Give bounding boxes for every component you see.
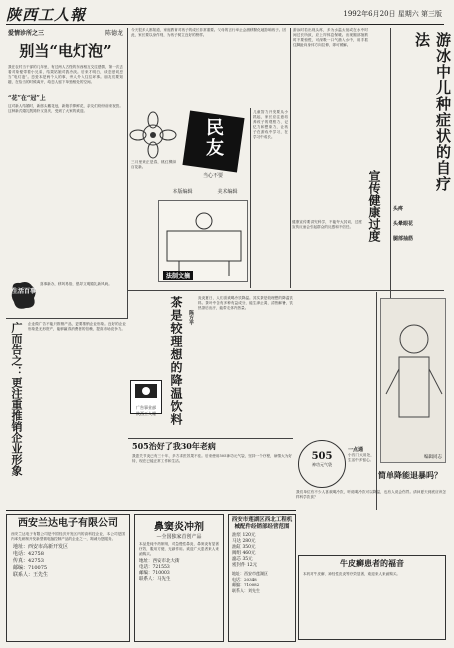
- pharmacy-title: 505治好了我30年老病: [132, 441, 216, 451]
- lanta-ad: [6, 514, 130, 642]
- good-news-title: 牛皮癣患者的福音: [340, 558, 404, 568]
- price-value: 460: [242, 551, 252, 556]
- diet-title: 简单降能退暴吗？: [378, 470, 442, 480]
- lanta-post: 710075: [28, 565, 48, 571]
- life-blob-icon: [10, 280, 38, 312]
- lanta-contact-row: [7, 572, 129, 579]
- credit-editor: 本版编辑: [172, 189, 193, 195]
- wedding-body: 这对新人结婚时，新郎头戴花冠，新娘手捧鲜花，亲友们纷纷前来祝贺。这种新式婚礼既简朴又喜庆，受到了大家的欢迎。: [8, 104, 123, 113]
- subhead-headache: 头疼: [393, 206, 404, 212]
- rhinitis-ad: [134, 514, 224, 642]
- sales-phone-label: 电话：: [232, 576, 244, 582]
- price-value: 350: [242, 545, 252, 550]
- ad-dept-logo: [130, 380, 162, 414]
- lanta-address-row: [7, 544, 129, 551]
- price-value: 120: [242, 533, 252, 538]
- min-you-title: 民友: [203, 118, 224, 158]
- diet-illustration: [380, 298, 446, 463]
- lead-article: [8, 28, 123, 228]
- credit-art: 美术编辑: [217, 189, 238, 195]
- rhinitis-contact: 马先生: [157, 577, 171, 582]
- publicity-title: 宣传健康过度: [367, 170, 381, 242]
- min-you-caption: 当心不要: [202, 173, 223, 179]
- sales-center-ad: [228, 514, 296, 642]
- right-col-subheads: [393, 205, 445, 295]
- life-section-badge: [10, 280, 38, 312]
- lanta-title: 西安兰达电子有限公司: [18, 518, 118, 529]
- masthead: 陕西工人報: [6, 6, 87, 24]
- col-divider-5: [376, 292, 377, 510]
- masthead-rule: [6, 24, 444, 25]
- wedding-title: “花”在“冠”上: [8, 95, 46, 102]
- tea-byline: 陈方平: [188, 310, 194, 325]
- rhinitis-title: 鼻窦炎冲剂: [154, 522, 204, 533]
- lanta-contact-label: 联系人：: [13, 572, 34, 578]
- lanta-fax: 42753: [28, 558, 44, 564]
- ad-dept-icon: [131, 381, 161, 401]
- small-tip-body: 小窍门大用处，生活中多留心。: [348, 453, 374, 462]
- sales-contact-row: [232, 588, 292, 594]
- lanta-fax-label: 传真：: [13, 558, 29, 564]
- good-news-ad: [298, 555, 446, 640]
- pansy-note: 三月里来正是春，桃红柳绿百花新。: [131, 160, 176, 169]
- subhead-dizzy: 头晕眼花: [393, 221, 414, 227]
- life-section-body: 喜事新办，移风易俗，倡导文明婚礼新风尚。: [40, 282, 112, 286]
- section-divider-pharmacy: [128, 438, 293, 439]
- right-mid-body: 游泳时若出现头疼，多为水温太低或在水中时间过长所致，应上岸休息保暖。出现腿部抽筋时不要惊慌，可深吸一口气潜入水中，用手抓住脚趾向身体方向拉伸，即可缓解。: [293, 28, 368, 47]
- col-divider-4: [390, 28, 391, 298]
- min-you-badge: [178, 110, 248, 185]
- price-value: 12: [246, 563, 253, 568]
- small-tip-label: 一点通: [348, 447, 364, 453]
- price-unit: 元: [252, 563, 258, 568]
- rhinitis-phone: 721553: [152, 565, 170, 570]
- lead-byline: 陈德龙: [104, 30, 123, 37]
- sales-phone: 20348: [244, 576, 257, 582]
- sales-center-title: 西安市莲湖区西北工程机械配件经销部经营范围: [231, 517, 293, 530]
- small-tip: [348, 446, 374, 466]
- right-col-headline: 游冰中儿种症状的自疗法: [413, 32, 452, 192]
- lanta-address-label: 地址：: [13, 544, 29, 550]
- stamp-505-text: 神功元气袋: [312, 462, 332, 467]
- price-name: 油泵: [232, 533, 241, 538]
- price-name: 密封件: [232, 563, 246, 568]
- cartoon-panel: [158, 200, 248, 282]
- price-unit: 元: [251, 551, 256, 556]
- diet-author: 编辑同志: [424, 455, 442, 460]
- flower-icon: [131, 110, 176, 160]
- col-divider-3: [290, 28, 291, 288]
- lanta-phone-row: [7, 551, 129, 558]
- rhinitis-subtitle: —全国独家首创产品: [156, 534, 202, 540]
- sales-post: 710082: [244, 582, 260, 587]
- ad-dept-sub: 陕西工人報: [136, 411, 156, 416]
- section-divider-left: [6, 318, 128, 319]
- lanta-post-row: [7, 565, 129, 572]
- rhinitis-address: 西安市北大街: [152, 559, 180, 564]
- price-value: 35: [242, 557, 249, 562]
- col-divider-2: [250, 108, 251, 288]
- section-divider-mid: [128, 290, 444, 291]
- credits-row: [160, 188, 250, 198]
- lead-kicker: 爱情诊所之三: [8, 30, 45, 37]
- mid-column-body: 今天很多人都知道，家庭教育对孩子的成长非常重要。父母的言行举止会潜移默化地影响孩子。因此，家长要以身作则，为孩子树立良好的榜样。: [131, 28, 286, 37]
- life-section-label: 生活百事: [12, 288, 37, 295]
- diet-body: 我们单位有不少人喜欢喝冷饮，听说喝冷饮可以降温，也有人说会伤胃。请问夏天到底应该怎样科学饮食？: [296, 490, 446, 499]
- ads-rule: [6, 510, 296, 511]
- publicity-body: 健康宣传要讲究科学，不能夸大其词，过度宣传反而会引起群众的反感和不信任。: [292, 220, 362, 229]
- lanta-body: 西安兰达电子有限公司是中国经济开发区内的高科技企业，本公司是国内率先研制开发新型微电脑控制产品的企业之一，竭诚为您服务。: [11, 532, 125, 541]
- rhinitis-body: 本品是纯中药制剂，对急慢性鼻炎、鼻窦炎有显著疗效，服用方便，无副作用。欢迎广大患者来人来函购买。: [139, 542, 219, 556]
- rhinitis-post: 710003: [152, 571, 170, 576]
- price-unit: 元: [251, 539, 256, 544]
- price-value: 280: [242, 539, 252, 544]
- rhinitis-phone-label: 电话：: [139, 565, 153, 570]
- tea-body: 炎炎夏日，人们喜欢喝冷饮降温。其实茶是较理想的降温饮料。茶叶中含有多种有益成分，能生津止渴，清热解暑，饮热茶后出汗，能带走体内热量。: [198, 296, 293, 310]
- dateline: 1992年6月20日 星期六 第三版: [343, 10, 442, 18]
- sales-post-label: 邮编：: [232, 582, 244, 587]
- pansy-illustration: [131, 110, 176, 160]
- price-name: 阀组: [232, 551, 241, 556]
- lead-body: 我在农村当干部的几年里，有过两人古怪的东西相互交往感情，第一次去看对象便带着小兄弟，结果姑娘对我冷淡。后来才明白，谈恋爱切忌当“电灯泡”。恋爱本是两个人的事，旁人介入往往坏事。朋友们要知趣，在恰当的时候离开，给恋人留下单独相处的空间。: [8, 65, 123, 84]
- sales-address-label: 地址：: [232, 571, 244, 576]
- lead-title: 别当“电灯泡”: [19, 42, 112, 60]
- sales-contact-label: 联系人：: [232, 587, 248, 593]
- lanta-contact: 王先生: [33, 572, 49, 578]
- sales-center-contact: [229, 571, 295, 593]
- advert-column-title: 广而告之：更注重推销企业形象: [10, 322, 23, 476]
- lanta-fax-row: [7, 558, 129, 565]
- rhinitis-contact-label: 联系人：: [139, 577, 157, 582]
- sales-contact: 刘先生: [248, 587, 260, 593]
- lanta-phone: 42758: [28, 551, 44, 557]
- bridge-body: 儿童智力开发要从小抓起，家长应注意培养孩子的观察力、记忆力和想象力，让孩子在游戏中学习，在学习中成长。: [253, 110, 288, 139]
- stamp-505: [298, 440, 346, 488]
- sales-address: 西安市莲湖区: [244, 571, 268, 576]
- tea-title: 茶是较理想的降温饮料: [169, 296, 183, 426]
- rhinitis-contact-row: [135, 577, 223, 583]
- good-news-body: 本药对牛皮癣、神经性皮炎等疗效显著，欢迎来人来函购买。: [303, 572, 401, 576]
- price-name: 油缸: [232, 545, 241, 550]
- sales-center-price-list: [229, 531, 295, 571]
- pharmacy-body: 我患关节炎已有三十年，多方求医效果不佳。后来使用505神功元气袋，坚持一个疗程，病情大为好转，现在已能正常工作和生活。: [132, 454, 292, 463]
- advert-column-body: 企业做广告不能只推销产品，更要推销企业形象。良好的企业形象是无形资产，能够赢得消费者的信赖，提高市场竞争力。: [28, 322, 126, 331]
- price-row: [232, 563, 292, 569]
- child-figure-icon: [381, 299, 447, 464]
- price-unit: 元: [248, 557, 253, 562]
- rhinitis-address-label: 地址：: [139, 559, 153, 564]
- subhead-cramp: 腿部抽筋: [393, 236, 414, 242]
- col-divider-1: [127, 28, 128, 318]
- price-name: 滤芯: [232, 557, 241, 562]
- price-unit: 元: [251, 545, 256, 550]
- lanta-address: 西安市高新开发区: [28, 544, 69, 550]
- stamp-505-number: 505: [311, 451, 333, 462]
- lanta-post-label: 邮编：: [13, 565, 29, 571]
- price-name: 马达: [232, 539, 241, 544]
- legal-digest-stamp: 法制文摘: [163, 271, 193, 280]
- rhinitis-post-label: 邮编：: [139, 571, 153, 576]
- lanta-phone-label: 电话：: [13, 551, 29, 557]
- ad-dept-label: 广告事业部: [136, 405, 156, 410]
- price-unit: 元: [251, 533, 256, 538]
